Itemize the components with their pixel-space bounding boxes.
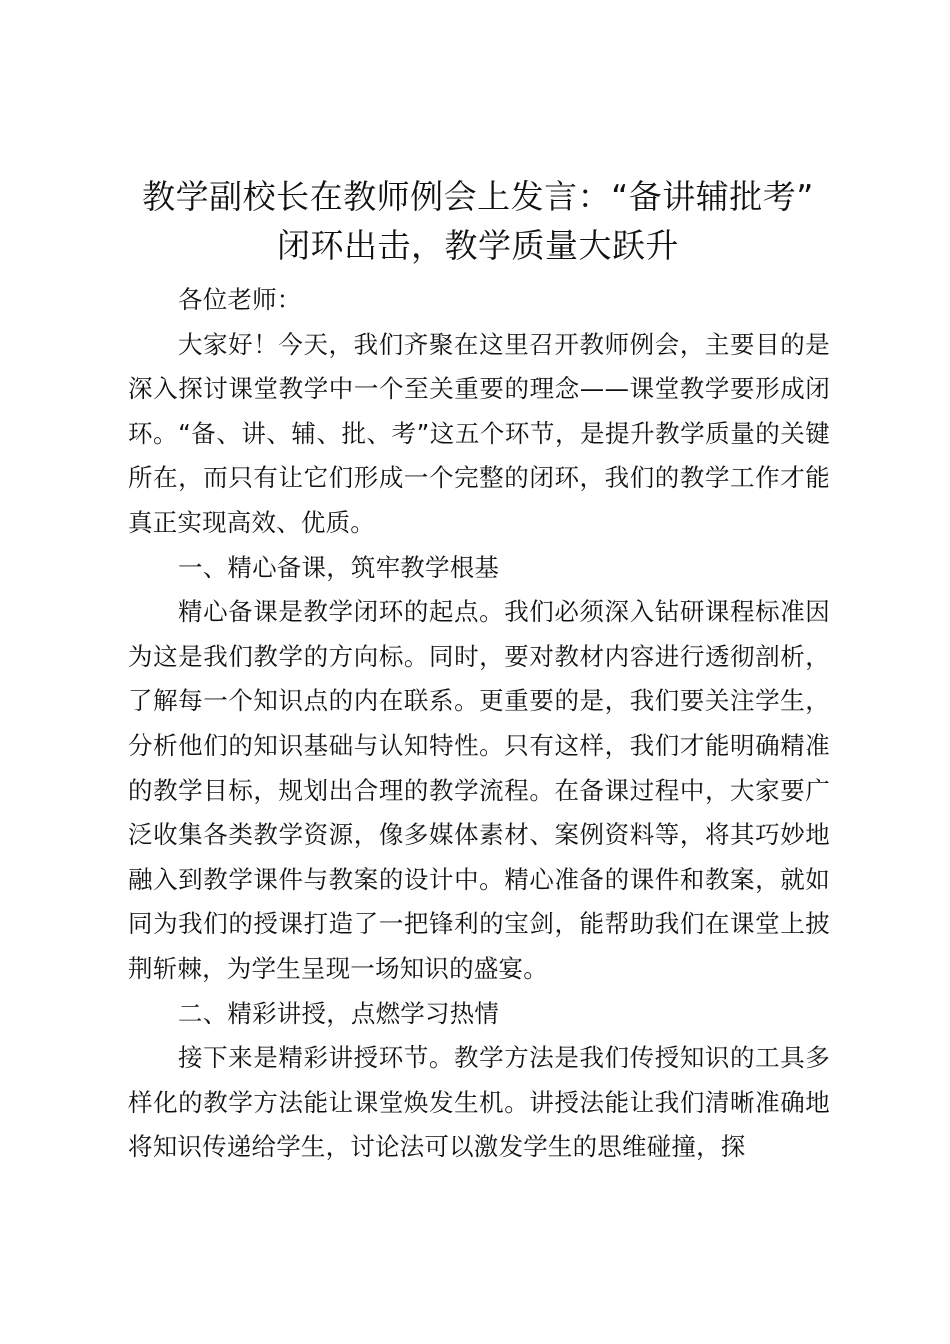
section-paragraph-2: 接下来是精彩讲授环节。教学方法是我们传授知识的工具多样化的教学方法能让课堂焕发生机。讲授法能让我们清晰准确地将知识传递给学生，讨论法可以激发学生的思维碰撞，探 [128, 1043, 830, 1162]
section-heading-1: 一、精心备课，筑牢教学根基 [178, 552, 500, 582]
document-title: 教学副校长在教师例会上发言：“备讲辅批考” 闭环出击，教学质量大跃升 [142, 177, 814, 265]
document-body [128, 278, 830, 1170]
intro-paragraph: 大家好！今天，我们齐聚在这里召开教师例会，主要目的是深入探讨课堂教学中一个至关重要的理念——课堂教学要形成闭环。“备、讲、辅、批、考”这五个环节，是提升教学质量的关键所在，而只有让它们形成一个完整的闭环，我们的教学工作才能真正实现高效、优质。 [128, 329, 830, 537]
section-heading-2: 二、精彩讲授，点燃学习热情 [178, 998, 500, 1028]
section-paragraph-1: 精心备课是教学闭环的起点。我们必须深入钻研课程标准因为这是我们教学的方向标。同时，要对教材内容进行透彻剖析，了解每一个知识点的内在联系。更重要的是，我们要关注学生，分析他们的知识基础与认知特性。只有这样，我们才能明确精准的教学目标，规划出合理的教学流程。在备课过程中，大家要广泛收集各类教学资源，像多媒体素材、案例资料等，将其巧妙地融入到教学课件与教案的设计中。精心准备的课件和教案，就如同为我们的授课打造了一把锋利的宝剑，能帮助我们在课堂上披荆斩棘，为学生呈现一场知识的盛宴。 [128, 597, 830, 983]
salutation: 各位老师： [178, 285, 302, 314]
